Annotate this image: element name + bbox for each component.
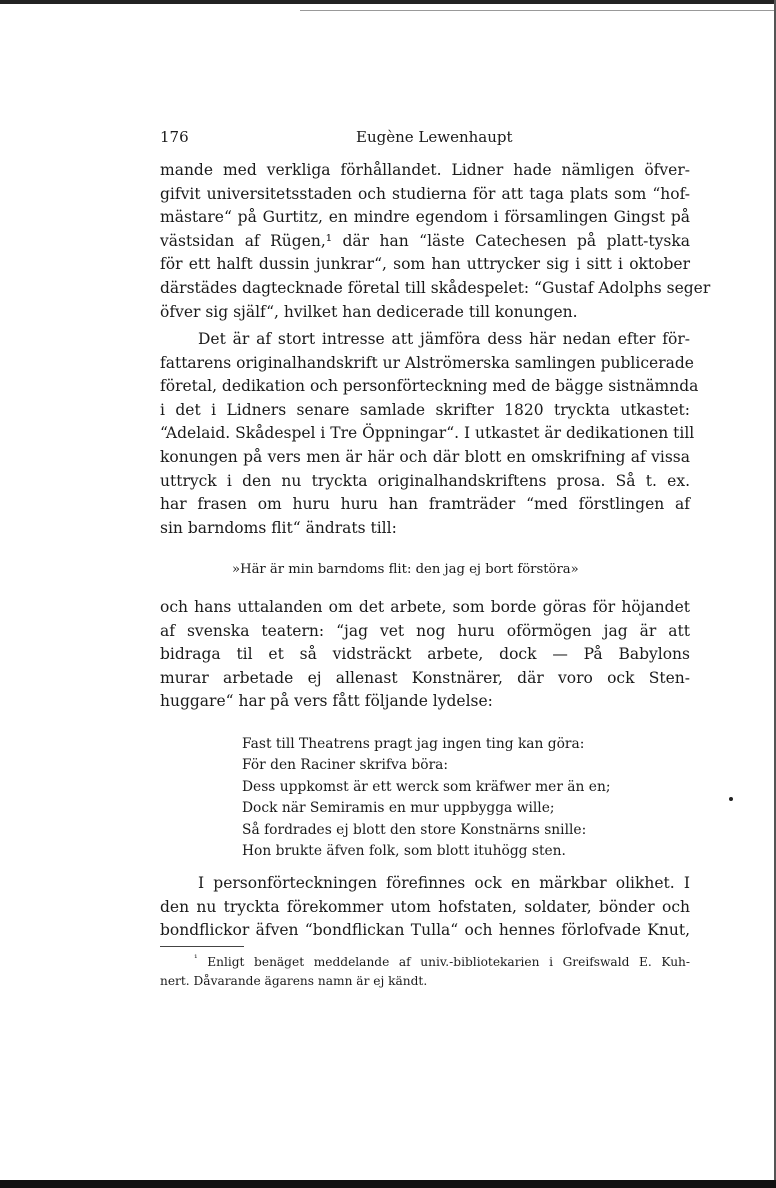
text-line: Det är af stort intresse att jämföra dess här nedan efter för-: [198, 330, 690, 348]
paragraph-1: [160, 159, 711, 324]
scan-bottom-border: [0, 1180, 776, 1188]
text-line: sin barndoms flit“ ändrats till:: [160, 518, 397, 537]
text-line: mande med verkliga förhållandet. Lidner hade nämligen öfver-: [160, 161, 690, 179]
text-line: västsidan af Rügen,¹ där han “läste Catechesen på platt-tyska: [160, 231, 690, 250]
scan-top-border: [0, 0, 776, 4]
text-line: öfver sig själf“, hvilket han dedicerade till konungen.: [160, 302, 578, 321]
scan-top-rule: [300, 10, 776, 11]
text-line: af svenska teatern: “jag vet nog huru oförmögen jag är att: [160, 621, 690, 640]
text-line: fattarens originalhandskrift ur Alströmerska samlingen publicerade: [160, 353, 694, 372]
text-line: gifvit universitetsstaden och studierna för att taga plats som “hof-: [160, 184, 690, 203]
page-number: 176: [160, 128, 189, 146]
text-line: därstädes dagtecknade företal till skådespelet: “Gustaf Adolphs seger: [160, 278, 711, 297]
text-line: “Adelaid. Skådespel i Tre Öppningar“. I utkastet är dedikationen till: [160, 424, 695, 443]
text-line: konungen på vers men är här och där blott en omskrifning af vissa: [160, 447, 690, 466]
text-line: bondflickor äfven “bondflickan Tulla“ och hennes förlofvade Knut,: [160, 921, 690, 940]
text-line: bidraga til et så vidsträckt arbete, dock — På Babylons: [160, 645, 690, 664]
verse-line: Så fordrades ej blott den store Konstnärns snille:: [242, 821, 587, 838]
text-line: i det i Lidners senare samlade skrifter 1820 tryckta utkastet:: [160, 400, 690, 419]
paragraph-3: [160, 596, 690, 714]
text-line: uttryck i den nu tryckta originalhandskriftens prosa. Så t. ex.: [160, 471, 690, 490]
paragraph-2: [160, 328, 699, 540]
verse-line: Dess uppkomst är ett werck som kräfwer mer än en;: [242, 778, 611, 795]
verse-quote: [242, 734, 611, 862]
text-line: huggare“ har på vers fått följande lydelse:: [160, 692, 493, 711]
footnote-rule: [160, 946, 244, 947]
verse-line: Fast till Theatrens pragt jag ingen ting kan göra:: [242, 736, 585, 752]
footnote-line: [160, 950, 690, 972]
text-line: och hans uttalanden om det arbete, som borde göras för höjandet: [160, 598, 690, 616]
text-line: mästare“ på Gurtitz, en mindre egendom i församlingen Gingst på: [160, 208, 690, 227]
text-line: I personförteckningen förefinnes ock en märkbar olikhet. I: [198, 874, 690, 892]
scan-speck: [729, 797, 733, 801]
text-line: den nu tryckta förekommer utom hofstaten, soldater, bönder och: [160, 897, 690, 916]
verse-line: Dock när Semiramis en mur uppbygga wille;: [242, 800, 555, 817]
footnote: [160, 950, 690, 991]
verse-line: För den Raciner skrifva böra:: [242, 757, 449, 774]
block-quote: »Här är min barndoms flit: den jag ej bort förstöra»: [232, 562, 579, 577]
footnote-line: nert. Dåvarande ägarens namn är ej kändt.: [160, 974, 428, 989]
page-header: [160, 128, 690, 150]
text-line: murar arbetade ej allenast Konstnärer, där voro ock Sten-: [160, 668, 690, 687]
text-line: för ett halft dussin junkrar“, som han uttrycker sig i sitt i oktober: [160, 255, 690, 274]
footnote-marker: ¹: [194, 954, 198, 964]
footnote-text: Enligt benäget meddelande af univ.-bibliotekarien i Greifswald E. Kuh-: [207, 955, 691, 970]
verse-line: Hon brukte äfven folk, som blott ituhögg sten.: [242, 843, 566, 860]
paragraph-4: [160, 872, 690, 943]
text-line: företal, dedikation och personförteckning med de bägge sistnämnda: [160, 377, 699, 396]
running-head: Eugène Lewenhaupt: [356, 128, 513, 146]
text-line: har frasen om huru huru han framträder “med förstlingen af: [160, 495, 690, 514]
